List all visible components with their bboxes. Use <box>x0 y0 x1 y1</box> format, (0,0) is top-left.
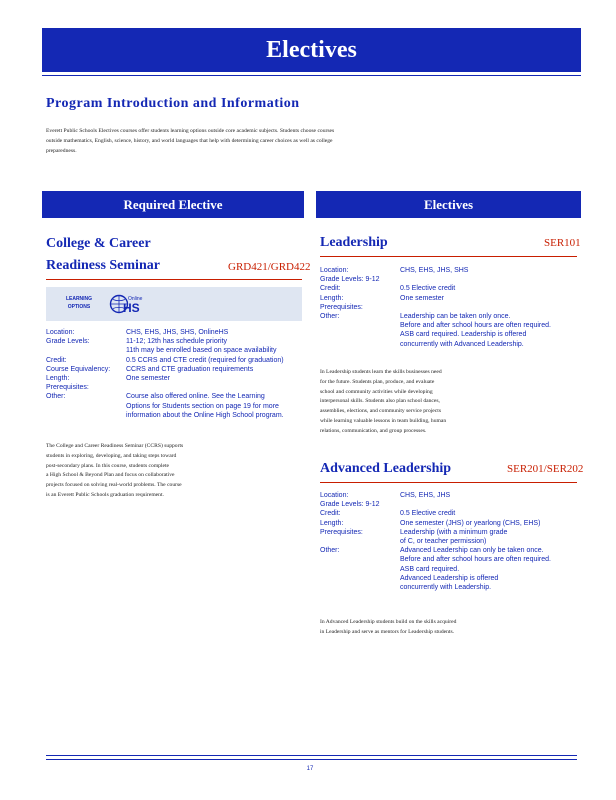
detail-value: concurrently with Advanced Leadership. <box>400 340 524 348</box>
advanced-leadership-course-code: SER201/SER202 <box>507 463 584 475</box>
detail-value: Advanced Leadership is offered <box>400 574 499 582</box>
detail-row <box>320 266 577 275</box>
detail-row <box>320 491 577 500</box>
detail-label: Other: <box>320 313 340 321</box>
detail-row <box>320 565 577 574</box>
detail-row <box>46 346 306 355</box>
description-line: school and community activities while developing <box>320 388 433 395</box>
detail-label <box>320 321 400 330</box>
leadership-title: Leadership <box>320 235 388 250</box>
detail-label: Other: <box>46 393 66 401</box>
detail-label: Prerequisites: <box>320 303 363 311</box>
detail-row <box>320 330 577 339</box>
footer-rule-bottom <box>46 759 577 760</box>
leadership-course-code: SER101 <box>544 237 581 249</box>
description-line: in Leadership and serve as mentors for Leadership students. <box>320 628 455 635</box>
detail-row <box>320 500 577 509</box>
detail-row <box>320 528 577 537</box>
detail-label <box>320 330 400 339</box>
ccrs-description <box>46 442 206 501</box>
ccrs-details <box>46 328 306 420</box>
detail-label: Credit: <box>320 510 341 518</box>
description-line: assemblies, elections, and community service projects <box>320 408 442 415</box>
detail-value: 0.5 Elective credit <box>400 285 456 293</box>
detail-value: Advanced Leadership can only be taken once. <box>400 547 544 555</box>
advanced-leadership-divider <box>320 482 577 483</box>
detail-row <box>320 294 577 303</box>
leadership-divider <box>320 256 577 257</box>
detail-label: Other: <box>320 547 340 555</box>
detail-row <box>46 383 306 392</box>
detail-label: Credit: <box>320 285 341 293</box>
ccrs-title-line2: Readiness Seminar <box>46 258 160 273</box>
detail-row <box>320 537 577 546</box>
detail-value: CCRS and CTE graduation requirements <box>126 365 254 373</box>
detail-row <box>320 555 577 564</box>
leadership-details <box>320 266 577 349</box>
advanced-leadership-details <box>320 491 577 592</box>
detail-label: Length: <box>46 375 70 383</box>
detail-value <box>400 275 577 284</box>
required-elective-header: Required Elective <box>42 191 304 218</box>
description-line: interpersonal skills. Students also plan school dances, <box>320 398 440 405</box>
detail-row <box>320 574 577 583</box>
detail-label <box>46 346 126 355</box>
title-divider <box>42 75 581 76</box>
detail-row <box>320 519 577 528</box>
description-line: projects focused on solving real-world problems. The course <box>46 482 182 489</box>
detail-value: One semester (JHS) or yearlong (CHS, EHS) <box>400 519 541 527</box>
description-line: students in exploring, developing, and taking steps toward <box>46 452 177 459</box>
detail-value: 11th may be enrolled based on space availability <box>126 347 277 355</box>
detail-row <box>46 365 306 374</box>
detail-row <box>46 328 306 337</box>
detail-value <box>126 383 306 392</box>
detail-label: Location: <box>320 492 349 499</box>
description-line: relations, communication, and group processes. <box>320 427 427 434</box>
advanced-leadership-title: Advanced Leadership <box>320 461 452 476</box>
detail-label: Location: <box>46 329 75 336</box>
detail-value: Leadership (with a minimum grade <box>400 528 508 536</box>
learning-options-box <box>46 287 302 321</box>
detail-value: ASB card required. <box>400 565 460 573</box>
online-logo-big-text: HS <box>123 301 140 315</box>
detail-value: One semester <box>126 375 170 383</box>
detail-value: of C, or teacher permission) <box>400 538 487 546</box>
detail-label <box>320 565 400 574</box>
description-line: In Leadership students learn the skills businesses need <box>320 369 442 375</box>
description-line: while learning valuable lessons in team building, human <box>320 417 447 424</box>
learning-options-line2: OPTIONS <box>67 304 91 310</box>
detail-row <box>320 509 577 518</box>
footer-rule-top <box>46 755 577 756</box>
detail-row <box>320 284 577 293</box>
detail-label <box>320 340 400 349</box>
detail-label: Length: <box>320 519 344 527</box>
detail-row <box>46 356 306 365</box>
detail-value: 0.5 CCRS and CTE credit (required for graduation) <box>126 356 284 364</box>
detail-label: Course Equivalency: <box>46 365 111 373</box>
detail-row <box>320 340 577 349</box>
online-hs-logo-icon <box>108 291 148 317</box>
detail-label: Grade Levels: <box>46 338 90 346</box>
learning-options-line1: LEARNING <box>65 296 93 302</box>
detail-label <box>320 583 400 592</box>
learning-options-label <box>58 295 100 311</box>
detail-value: Leadership can be taken only once. <box>400 313 511 321</box>
ccrs-title-line1: College & Career <box>46 236 151 251</box>
detail-value: Before and after school hours are often required. <box>400 556 551 564</box>
detail-row <box>46 411 306 420</box>
detail-row <box>46 392 306 401</box>
detail-row <box>46 337 306 346</box>
electives-header: Electives <box>316 191 581 218</box>
detail-label: Length: <box>320 294 344 302</box>
detail-value: 0.5 Elective credit <box>400 510 456 518</box>
intro-line: outside mathematics, English, science, history, and world languages that help with determining career choices as well as college <box>46 138 333 144</box>
intro-heading: Program Introduction and Information <box>46 96 300 111</box>
detail-label <box>320 537 400 546</box>
detail-value: Before and after school hours are often required. <box>400 322 551 330</box>
description-line: post-secondary plans. In this course, students complete <box>46 462 170 469</box>
detail-row <box>46 374 306 383</box>
detail-value: concurrently with Leadership. <box>400 584 492 592</box>
online-logo-small-text: Online <box>128 296 143 302</box>
detail-label <box>320 555 400 564</box>
detail-label <box>320 574 400 583</box>
intro-line: Everett Public Schools Electives courses offer students learning options outside core academic subjects. Students choose courses <box>46 128 335 134</box>
detail-row <box>320 583 577 592</box>
detail-label: Grade Levels: 9-12 <box>320 276 380 284</box>
detail-label: Grade Levels: 9-12 <box>320 501 380 509</box>
detail-value: 11-12; 12th has schedule priority <box>126 338 228 346</box>
detail-label: Credit: <box>46 356 67 364</box>
description-line: for the future. Students plan, produce, and evaluate <box>320 378 435 385</box>
description-line: The College and Career Readiness Seminar (CCRS) supports <box>46 443 184 449</box>
detail-value: information about the Online High School program. <box>126 411 284 419</box>
detail-value: CHS, EHS, JHS, SHS <box>400 267 469 274</box>
detail-row <box>320 546 577 555</box>
detail-label: Location: <box>320 267 349 274</box>
detail-row <box>320 312 577 321</box>
detail-value: ASB card required. Leadership is offered <box>400 331 527 339</box>
page-number: 17 <box>306 766 314 772</box>
description-line: is an Everett Public Schools graduation requirement. <box>46 491 164 498</box>
intro-paragraph <box>46 126 336 156</box>
detail-label: Prerequisites: <box>320 528 363 536</box>
advanced-leadership-description <box>320 618 500 638</box>
leadership-description <box>320 368 490 437</box>
detail-value: One semester <box>400 294 444 302</box>
intro-line: preparedness. <box>46 148 77 154</box>
detail-row <box>320 303 577 312</box>
ccrs-divider <box>46 279 302 280</box>
detail-label <box>46 411 126 420</box>
detail-value: Course also offered online. See the Learning <box>126 393 265 401</box>
ccrs-course-code: GRD421/GRD422 <box>228 261 311 273</box>
detail-value: CHS, EHS, JHS, SHS, OnlineHS <box>126 329 229 336</box>
detail-row <box>320 275 577 284</box>
detail-value <box>400 303 577 312</box>
detail-row <box>46 402 306 411</box>
detail-value: CHS, EHS, JHS <box>400 492 451 499</box>
detail-label <box>46 402 126 411</box>
detail-row <box>320 321 577 330</box>
page-title: Electives <box>42 28 581 72</box>
detail-label: Prerequisites: <box>46 384 89 392</box>
detail-value <box>400 500 577 509</box>
detail-value: Options for Students section on page 19 for more <box>126 402 279 410</box>
description-line: In Advanced Leadership students build on the skills acquired <box>320 619 457 625</box>
description-line: a High School & Beyond Plan and focus on collaborative <box>46 472 175 479</box>
